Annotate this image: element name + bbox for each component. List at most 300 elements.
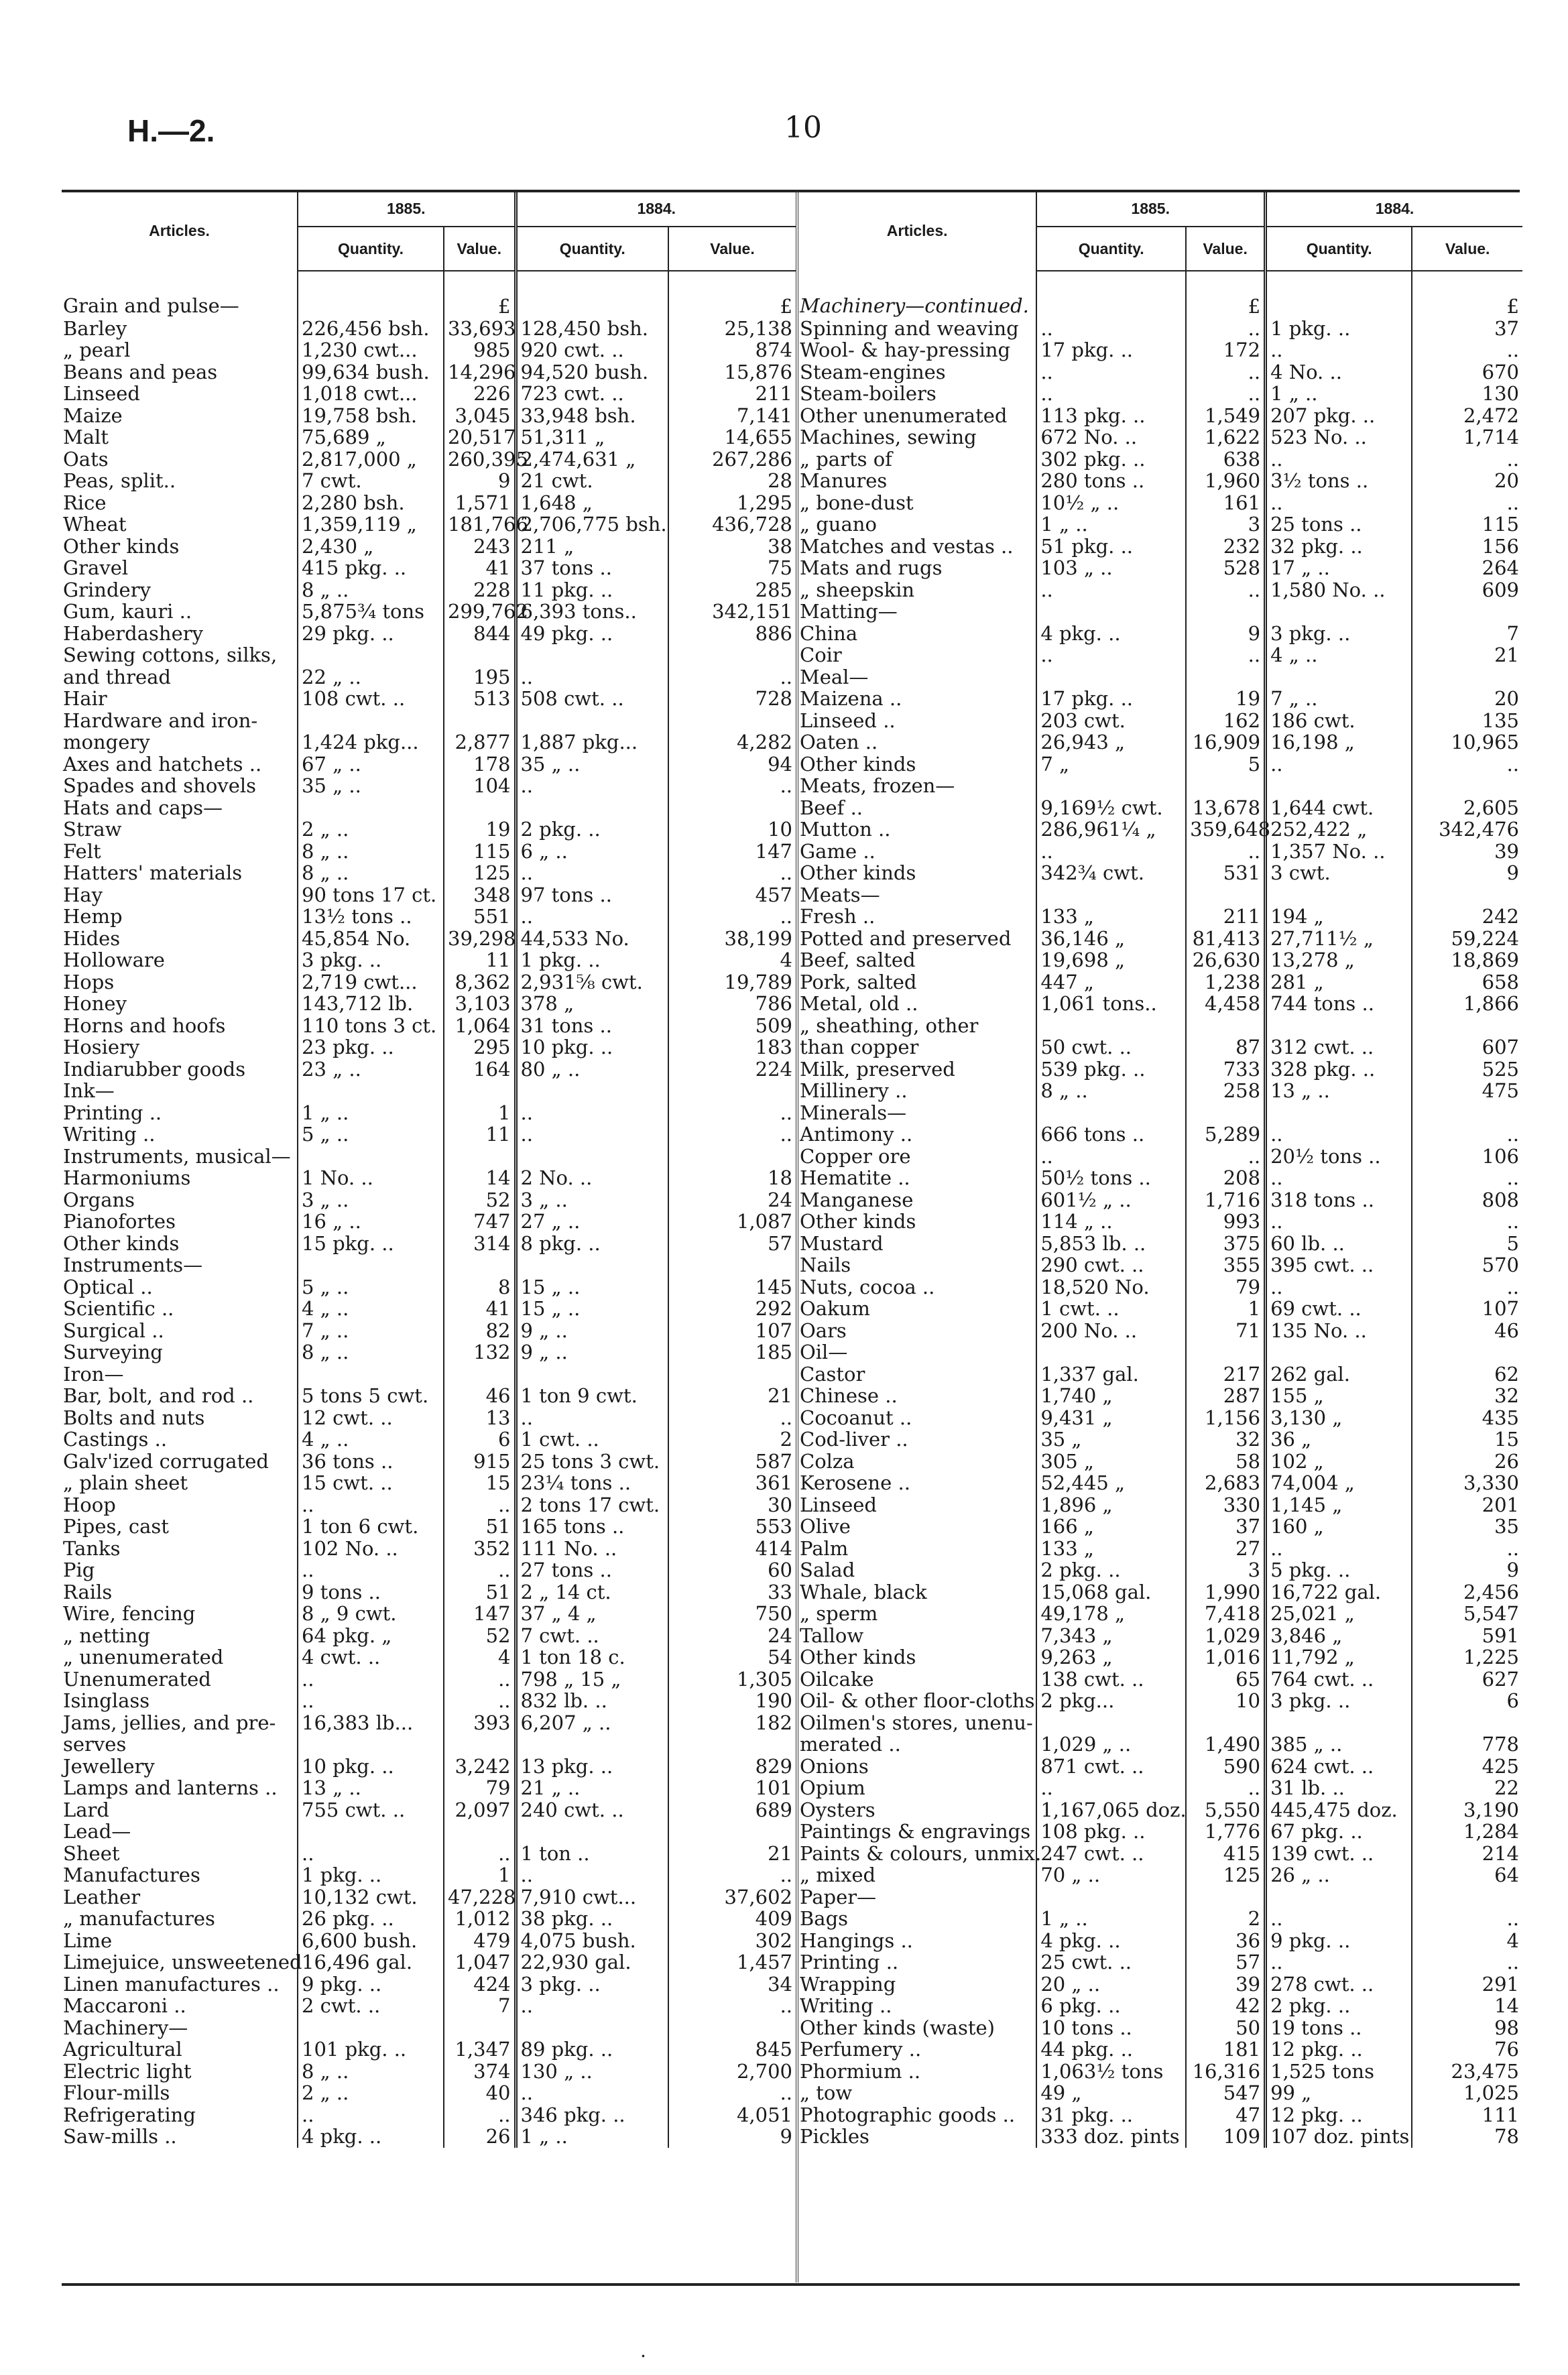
value-1884-cell: 98 [1412, 2017, 1522, 2039]
quantity-1884-cell [1266, 1015, 1412, 1037]
quantity-1884-cell: 10 pkg. .. [516, 1036, 668, 1058]
quantity-1884-cell: 318 tons .. [1266, 1189, 1412, 1211]
value-1884-cell: 201 [1412, 1494, 1522, 1516]
table-row [798, 2038, 1522, 2061]
quantity-1885-cell: 23 „ .. [298, 1058, 444, 1081]
value-1885-cell: 352 [444, 1538, 516, 1560]
table-row [798, 426, 1522, 448]
quantity-1884-cell: 49 pkg. .. [516, 623, 668, 645]
quantity-1884-cell: 723 cwt. .. [516, 383, 668, 405]
table-row [62, 1146, 796, 1168]
article-cell: Spades and shovels [63, 774, 257, 797]
table-row [798, 1733, 1522, 1756]
value-1885-cell: .. [444, 1668, 516, 1691]
quantity-1884-cell: 69 cwt. .. [1266, 1298, 1412, 1320]
quantity-1885-cell [298, 1733, 444, 1756]
table-row [62, 644, 796, 666]
table-row [62, 1843, 796, 1865]
table-row [62, 841, 796, 863]
quantity-1885-cell: 4 pkg. .. [298, 2126, 444, 2148]
value-1884-cell: .. [668, 1995, 796, 2017]
article-cell: Oakum [800, 1297, 870, 1320]
value-1885-cell: 424 [444, 1973, 516, 1996]
value-1885-cell: .. [1186, 361, 1265, 383]
value-1884-cell: 21 [1412, 644, 1522, 666]
article-cell: Hops [63, 970, 115, 993]
quantity-1884-cell: 38 pkg. .. [516, 1908, 668, 1930]
value-1885-cell: 16,909 [1186, 731, 1265, 753]
quantity-1884-cell: 4 „ .. [1266, 644, 1412, 666]
article-cell: Castor [800, 1362, 865, 1386]
value-1884-cell: 9 [1412, 862, 1522, 884]
quantity-1885-cell: 1,230 cwt... [298, 339, 444, 361]
value-1885-cell: 5 [1186, 753, 1265, 776]
value-1884-cell: 1,284 [1412, 1821, 1522, 1843]
value-1884-cell: 185 [668, 1341, 796, 1363]
value-1884-cell: 30 [668, 1494, 796, 1516]
quantity-1885-cell: 4 „ .. [298, 1428, 444, 1451]
table-row [798, 666, 1522, 688]
quantity-1885-cell: 166 „ [1036, 1516, 1186, 1538]
quantity-1885-cell: 102 No. .. [298, 1538, 444, 1560]
article-cell: Writing .. [63, 1123, 156, 1146]
value-1884-cell [1412, 884, 1522, 906]
quantity-1885-cell: 36 tons .. [298, 1451, 444, 1473]
value-1884-cell: 21 [668, 1843, 796, 1865]
article-cell: Pipes, cast [63, 1515, 169, 1538]
quantity-1885-cell: .. [1036, 361, 1186, 383]
value-1884-cell: 5,547 [1412, 1603, 1522, 1625]
value-1885-cell [1186, 601, 1265, 623]
value-1885-cell: .. [1186, 579, 1265, 601]
table-row [798, 1756, 1522, 1778]
table-row [798, 470, 1522, 492]
value-1884-cell [1412, 1886, 1522, 1908]
quantity-1884-cell: 1 cwt. .. [516, 1428, 668, 1451]
quantity-1884-cell [1266, 271, 1412, 318]
article-cell: „ pearl [63, 339, 131, 361]
table-row [798, 1320, 1522, 1342]
table-row [798, 492, 1522, 514]
quantity-1885-cell: 49 „ [1036, 2082, 1186, 2104]
quantity-1884-cell: 9 pkg. .. [1266, 1930, 1412, 1952]
value-1885-cell: 26 [444, 2126, 516, 2148]
quantity-1885-cell [1036, 1886, 1186, 1908]
table-row [62, 557, 796, 579]
quantity-1884-cell: 21 „ .. [516, 1777, 668, 1799]
article-cell: Beans and peas [63, 360, 218, 383]
value-1885-cell: 162 [1186, 710, 1265, 732]
quantity-1884-cell: 9 „ .. [516, 1320, 668, 1342]
value-1884-cell: 62 [1412, 1363, 1522, 1386]
value-1884-cell: 4 [668, 949, 796, 971]
quantity-1885-cell: 23 pkg. .. [298, 1036, 444, 1058]
table-row [798, 993, 1522, 1015]
table-row [62, 906, 796, 928]
value-1884-cell [668, 710, 796, 732]
quantity-1885-cell: 101 pkg. .. [298, 2038, 444, 2061]
article-cell: Pickles [800, 2125, 869, 2148]
quantity-1885-cell: 133 „ [1036, 1538, 1186, 1560]
quantity-1884-cell: 26 „ .. [1266, 1864, 1412, 1886]
table-row [62, 1712, 796, 1734]
value-1885-cell: 1,549 [1186, 405, 1265, 427]
quantity-1885-cell [298, 1146, 444, 1168]
quantity-1884-cell: 240 cwt. .. [516, 1799, 668, 1821]
quantity-1884-cell: .. [516, 1407, 668, 1429]
quantity-1885-cell: 2 „ .. [298, 2082, 444, 2104]
table-row [798, 513, 1522, 536]
article-cell: Salad [800, 1559, 855, 1581]
value-1884-cell: 7,141 [668, 405, 796, 427]
quantity-1885-cell: 1,337 gal. [1036, 1363, 1186, 1386]
article-cell: Other kinds [63, 1231, 180, 1255]
quantity-1885-cell: 8 „ .. [298, 1341, 444, 1363]
article-cell: Meats— [800, 883, 880, 906]
table-row [798, 1886, 1522, 1908]
quantity-1884-cell: .. [1266, 448, 1412, 471]
value-1885-cell: £ [1186, 271, 1265, 318]
value-1884-cell: 20 [1412, 470, 1522, 492]
table-row [62, 1472, 796, 1494]
article-cell: Oaten .. [800, 731, 878, 753]
article-cell: Holloware [63, 949, 165, 971]
article-cell: Limejuice, unsweetened [63, 1951, 302, 1973]
article-cell: Phormium .. [800, 2059, 921, 2083]
quantity-1885-cell: 1,061 tons.. [1036, 993, 1186, 1015]
value-1884-cell: 214 [1412, 1843, 1522, 1865]
value-1885-cell [1186, 1341, 1265, 1363]
value-1884-cell: .. [668, 1407, 796, 1429]
value-1884-cell: 509 [668, 1015, 796, 1037]
quantity-1884-cell: 51,311 „ [516, 426, 668, 448]
table-row [62, 318, 796, 340]
table-row [62, 1341, 796, 1363]
quantity-1884-cell: 3 pkg. .. [516, 1973, 668, 1996]
value-1884-cell: 32 [1412, 1385, 1522, 1407]
value-1884-cell: 778 [1412, 1733, 1522, 1756]
table-row [798, 688, 1522, 710]
quantity-1885-cell [1036, 775, 1186, 797]
article-cell: Onions [800, 1754, 869, 1778]
quantity-1885-cell: 2,719 cwt... [298, 971, 444, 993]
quantity-1884-cell: 1 pkg. .. [516, 949, 668, 971]
article-cell: Kerosene .. [800, 1471, 910, 1494]
quantity-1884-cell: 1,580 No. .. [1266, 579, 1412, 601]
quantity-1884-cell [516, 1080, 668, 1102]
value-1885-cell: 1,156 [1186, 1407, 1265, 1429]
value-1885-cell: 9 [1186, 623, 1265, 645]
value-1885-cell: 590 [1186, 1756, 1265, 1778]
value-1885-cell: 1 [444, 1864, 516, 1886]
table-row [798, 1777, 1522, 1799]
article-cell: Antimony .. [800, 1123, 913, 1146]
quantity-1885-cell: 6,600 bush. [298, 1930, 444, 1952]
value-1885-cell: 5,550 [1186, 1799, 1265, 1821]
bottom-rule [62, 2283, 1520, 2286]
value-1884-cell: 264 [1412, 557, 1522, 579]
quantity-1885-cell: 6 pkg. .. [1036, 1995, 1186, 2017]
quantity-1885-cell: .. [1036, 841, 1186, 863]
table-row [798, 557, 1522, 579]
value-1885-cell: .. [444, 1559, 516, 1581]
quantity-1885-cell [298, 2017, 444, 2039]
value-1885-cell: 287 [1186, 1385, 1265, 1407]
quantity-1885-cell: 226,456 bsh. [298, 318, 444, 340]
table-row [798, 1167, 1522, 1189]
table-row [62, 1908, 796, 1930]
quantity-1885-cell: 2,817,000 „ [298, 448, 444, 471]
value-1885-cell: 37 [1186, 1516, 1265, 1538]
table-row [798, 1538, 1522, 1560]
quantity-1884-cell: 67 pkg. .. [1266, 1821, 1412, 1843]
quantity-1884-cell [516, 710, 668, 732]
quantity-1884-cell: .. [1266, 1538, 1412, 1560]
value-1884-cell: 845 [668, 2038, 796, 2061]
quantity-1884-cell: .. [516, 1995, 668, 2017]
value-1884-cell: 829 [668, 1756, 796, 1778]
table-row [798, 405, 1522, 427]
value-1885-cell: 985 [444, 339, 516, 361]
value-1885-cell: 226 [444, 383, 516, 405]
value-1884-cell: 54 [668, 1646, 796, 1668]
value-1884-cell: 291 [1412, 1973, 1522, 1996]
article-cell: Isinglass [63, 1689, 150, 1712]
value-1885-cell: 355 [1186, 1254, 1265, 1276]
table-body-right [798, 271, 1522, 2148]
value-1884-cell: 190 [668, 1690, 796, 1712]
value-1884-cell: 2,472 [1412, 405, 1522, 427]
value-1884-cell: 18 [668, 1167, 796, 1189]
quantity-1884-cell: 31 tons .. [516, 1015, 668, 1037]
value-1884-cell [1412, 666, 1522, 688]
quantity-1884-cell: 346 pkg. .. [516, 2104, 668, 2126]
article-cell: Other kinds [800, 752, 916, 776]
article-cell: Tallow [800, 1624, 864, 1647]
quantity-1884-cell: 3 pkg. .. [1266, 623, 1412, 645]
quantity-1884-cell: .. [1266, 1908, 1412, 1930]
quantity-1885-cell: 15,068 gal. [1036, 1581, 1186, 1603]
quantity-1885-cell: 113 pkg. .. [1036, 405, 1186, 427]
value-1885-cell: 195 [444, 666, 516, 688]
article-cell: Machines, sewing [800, 426, 977, 448]
table-row [62, 1233, 796, 1255]
article-cell: Indiarubber goods [63, 1057, 246, 1081]
quantity-1885-cell: .. [1036, 383, 1186, 405]
quantity-1885-cell [298, 1080, 444, 1102]
table-row [798, 383, 1522, 405]
value-1884-cell: 627 [1412, 1668, 1522, 1691]
value-1885-cell: 115 [444, 841, 516, 863]
quantity-1885-cell: 203 cwt. [1036, 710, 1186, 732]
article-cell: Surveying [63, 1341, 163, 1363]
table-row [798, 579, 1522, 601]
quantity-1885-cell: 133 „ [1036, 906, 1186, 928]
quantity-1885-cell: 13 „ .. [298, 1777, 444, 1799]
quantity-1885-cell: 8 „ .. [298, 2061, 444, 2083]
value-1885-cell: 375 [1186, 1233, 1265, 1255]
value-1885-cell: 1,016 [1186, 1646, 1265, 1668]
quantity-1884-cell: 624 cwt. .. [1266, 1756, 1412, 1778]
value-1884-cell: 591 [1412, 1625, 1522, 1647]
table-row [798, 1712, 1522, 1734]
table-row [798, 1799, 1522, 1821]
value-1885-cell: 2,683 [1186, 1472, 1265, 1494]
table-row [62, 1646, 796, 1668]
value-1884-cell: 18,869 [1412, 949, 1522, 971]
quantity-1885-cell [298, 797, 444, 819]
value-1884-cell: 1,457 [668, 1951, 796, 1973]
value-1884-cell: 4,051 [668, 2104, 796, 2126]
quantity-1884-cell: 211 „ [516, 536, 668, 558]
table-row [62, 797, 796, 819]
table-row [798, 1058, 1522, 1081]
quantity-1885-cell: 19,698 „ [1036, 949, 1186, 971]
quantity-1885-cell: 1 No. .. [298, 1167, 444, 1189]
value-1884-cell: .. [668, 666, 796, 688]
article-cell: Hematite .. [800, 1166, 910, 1189]
value-1885-cell: 125 [1186, 1864, 1265, 1886]
quantity-1884-cell: 13 „ .. [1266, 1080, 1412, 1102]
article-cell: Wire, fencing [63, 1602, 196, 1625]
table-row [62, 1668, 796, 1691]
quantity-1885-cell [1036, 1341, 1186, 1363]
value-1885-cell: 125 [444, 862, 516, 884]
quantity-1884-cell: 102 „ [1266, 1451, 1412, 1473]
quantity-1884-cell: 278 cwt. .. [1266, 1973, 1412, 1996]
quantity-1885-cell: 103 „ .. [1036, 557, 1186, 579]
article-cell: Saw-mills .. [63, 2125, 177, 2148]
article-cell: Manures [800, 469, 888, 492]
value-1885-cell: 52 [444, 1189, 516, 1211]
value-1884-cell: .. [1412, 1123, 1522, 1146]
article-cell: Palm [800, 1536, 849, 1560]
article-cell: Machinery— [63, 2016, 188, 2039]
value-1885-cell: 79 [1186, 1276, 1265, 1298]
table-row [798, 1146, 1522, 1168]
table-row [798, 906, 1522, 928]
quantity-1885-cell: 5,875¾ tons [298, 601, 444, 623]
quantity-1885-cell: 7 „ [1036, 753, 1186, 776]
table-row [798, 1254, 1522, 1276]
table-row [62, 710, 796, 732]
quantity-1885-cell: 9,169½ cwt. [1036, 797, 1186, 819]
value-1884-cell: 145 [668, 1276, 796, 1298]
value-1885-cell: .. [1186, 1777, 1265, 1799]
quantity-1884-cell: 1,887 pkg... [516, 731, 668, 753]
value-1884-cell: 670 [1412, 361, 1522, 383]
article-cell: Linen manufactures .. [63, 1972, 280, 1996]
value-1885-cell: 42 [1186, 1995, 1265, 2017]
value-1885-cell: 638 [1186, 448, 1265, 471]
value-1885-cell: 359,648 [1186, 818, 1265, 841]
value-1885-cell: 46 [444, 1385, 516, 1407]
quantity-1884-cell: .. [1266, 1123, 1412, 1146]
value-1885-cell: 2,097 [444, 1799, 516, 1821]
quantity-1884-cell: 2,931⅝ cwt. [516, 971, 668, 993]
quantity-1885-cell: 333 doz. pints [1036, 2126, 1186, 2148]
article-cell: Beef .. [800, 796, 863, 819]
value-1885-cell: .. [1186, 841, 1265, 863]
quantity-1885-cell: .. [1036, 1777, 1186, 1799]
quantity-1884-cell: 139 cwt. .. [1266, 1843, 1412, 1865]
value-1884-cell: .. [1412, 1951, 1522, 1973]
table-row [798, 775, 1522, 797]
quantity-1884-cell: 920 cwt. .. [516, 339, 668, 361]
value-1885-cell: 65 [1186, 1668, 1265, 1691]
value-1885-cell [444, 1254, 516, 1276]
table-row [62, 1036, 796, 1058]
table-row [798, 339, 1522, 361]
article-cell: Hemp [63, 905, 123, 928]
table-row [62, 775, 796, 797]
article-cell: Surgical .. [63, 1319, 164, 1342]
value-1885-cell: 15 [444, 1472, 516, 1494]
value-1884-cell: 147 [668, 841, 796, 863]
article-cell: Hair [63, 687, 107, 710]
value-1885-cell: 51 [444, 1516, 516, 1538]
value-1885-cell [444, 1146, 516, 1168]
quantity-1885-cell: 4 „ .. [298, 1298, 444, 1320]
value-1884-cell [1412, 1015, 1522, 1037]
table-row [62, 1625, 796, 1647]
table-row [798, 1276, 1522, 1298]
year-1884-header: 1884. [516, 191, 796, 227]
quantity-1885-cell: 64 pkg. „ [298, 1625, 444, 1647]
article-cell: Haberdashery [63, 621, 203, 645]
value-1884-cell: 78 [1412, 2126, 1522, 2148]
article-cell: Pianofortes [63, 1210, 176, 1233]
article-cell: Horns and hoofs [63, 1014, 226, 1037]
quantity-1885-cell: 415 pkg. .. [298, 557, 444, 579]
article-cell: Writing .. [800, 1994, 892, 2017]
table-row [62, 1015, 796, 1037]
value-1885-cell: 1,622 [1186, 426, 1265, 448]
quantity-1885-cell: 18,520 No. [1036, 1276, 1186, 1298]
value-1885-cell: 81,413 [1186, 928, 1265, 950]
table-row [798, 1102, 1522, 1124]
quantity-1885-cell: 7,343 „ [1036, 1625, 1186, 1647]
value-1884-cell: 94 [668, 753, 796, 776]
quantity-1884-cell: 523 No. .. [1266, 426, 1412, 448]
table-row [62, 426, 796, 448]
value-1885-cell: 228 [444, 579, 516, 601]
table-row [798, 1451, 1522, 1473]
quantity-1885-cell: 8 „ .. [298, 841, 444, 863]
value-1884-cell: 242 [1412, 906, 1522, 928]
value-1885-cell: 26,630 [1186, 949, 1265, 971]
quantity-1884-cell: .. [1266, 492, 1412, 514]
quantity-1884-cell: 15 „ .. [516, 1298, 668, 1320]
table-row [62, 1756, 796, 1778]
table-row [798, 623, 1522, 645]
article-cell: Gravel [63, 556, 129, 579]
value-1885-cell: 415 [1186, 1843, 1265, 1865]
quantity-1884-cell: 36 „ [1266, 1428, 1412, 1451]
article-cell: Millinery .. [800, 1079, 908, 1102]
article-cell: Colza [800, 1449, 855, 1473]
article-cell: Other kinds [800, 1646, 916, 1668]
quantity-1885-cell: 1,167,065 doz. [1036, 1799, 1186, 1821]
quantity-1885-cell: 1,896 „ [1036, 1494, 1186, 1516]
article-cell: Sewing cottons, silks, [63, 644, 278, 666]
quantity-1884-cell: 135 No. .. [1266, 1320, 1412, 1342]
table-row [62, 1821, 796, 1843]
value-1885-cell: 14 [444, 1167, 516, 1189]
article-cell: „ parts of [800, 447, 892, 471]
quantity-1884-cell: 1 „ .. [516, 2126, 668, 2148]
value-1885-cell: 747 [444, 1211, 516, 1233]
